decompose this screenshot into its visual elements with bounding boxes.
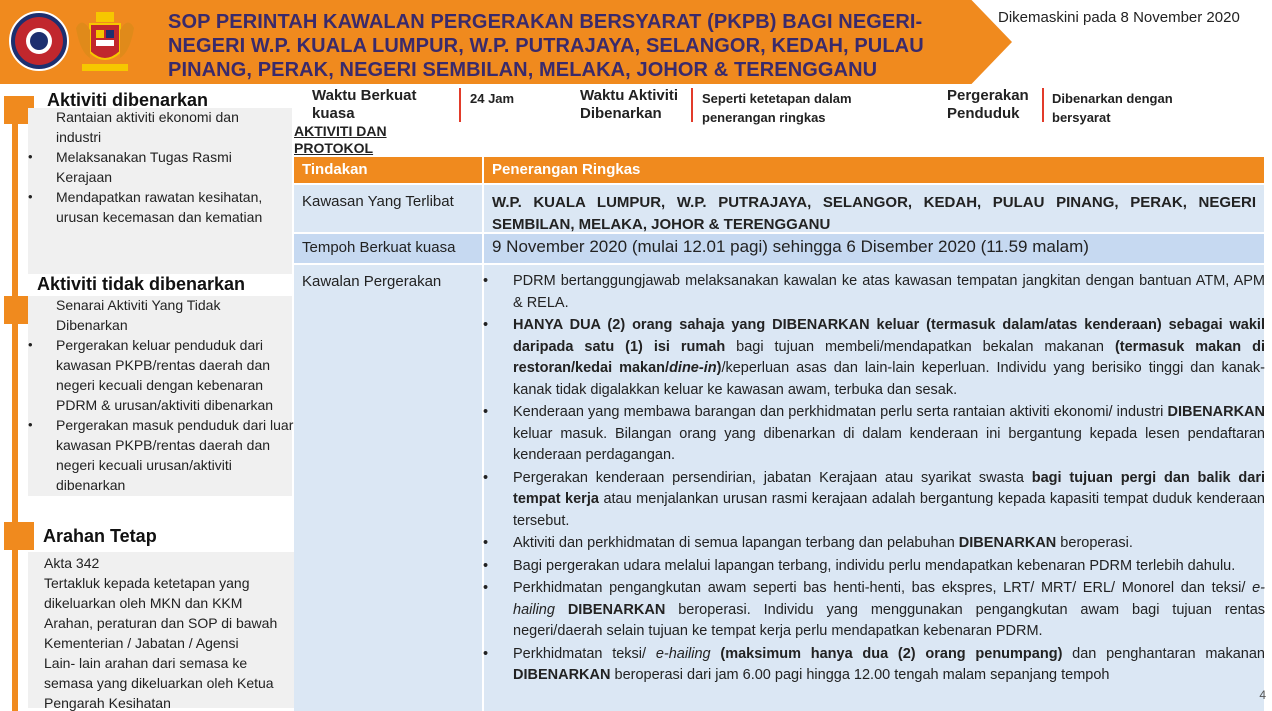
standing-title: Arahan Tetap bbox=[43, 526, 157, 546]
info-waktu-berkuat bbox=[312, 87, 452, 123]
section-marker bbox=[4, 522, 34, 550]
nsc-logo bbox=[8, 6, 70, 76]
list-item: Tertakluk kepada ketetapan yang dikeluarkan oleh MKN dan KKM bbox=[44, 575, 250, 611]
not-allowed-title: Aktiviti tidak dibenarkan bbox=[37, 274, 246, 294]
info-value: Dibenarkan dengan bersyarat bbox=[1052, 91, 1173, 125]
list-item: • Melaksanakan Tugas Rasmi Kerajaan bbox=[56, 147, 286, 187]
table-header-tindakan: Tindakan bbox=[294, 157, 482, 183]
list-item: • Kenderaan yang membawa barangan dan perkhidmatan perlu serta rantaian aktiviti ekonomi/ industri DIBENARKAN keluar masuk. Bilangan orang yang dibenarkan di dalam kenderaan ini bergantung kepada lesen pendaftaran kenderaan perdagangan. bbox=[513, 402, 1265, 467]
updated-date: Dikemaskini pada 8 November 2020 bbox=[998, 9, 1240, 26]
list-item: Rantaian aktiviti ekonomi dan industri bbox=[56, 109, 239, 145]
list-item: • Pergerakan masuk penduduk dari luar kawasan PKPB/rentas daerah dan negeri kecuali urusan/aktiviti dibenarkan bbox=[56, 415, 294, 495]
divider bbox=[691, 88, 693, 122]
list-item: Senarai Aktiviti Yang Tidak Dibenarkan bbox=[56, 297, 221, 333]
row-label: Kawalan Pergerakan bbox=[302, 273, 442, 290]
list-item: • HANYA DUA (2) orang sahaja yang DIBENARKAN keluar (termasuk dalam/atas kenderaan) sebagai wakil daripada satu (1) isi rumah bagi tujuan membeli/mendapatkan bekalan makanan (termasuk makan di restoran/kedai makan/dine-in)/keperluan asas dan lain-lain keperluan. Individu yang berisiko tinggi dan kanak-kanak tidak digalakkan keluar ke kawasan awam, terbuka dan sesak. bbox=[513, 315, 1265, 401]
list-item: Lain- lain arahan dari semasa ke semasa yang dikeluarkan oleh Ketua Pengarah Kesihatan bbox=[44, 655, 274, 711]
list-item: • Perkhidmatan pengangkutan awam seperti bas henti-henti, bas ekspres, LRT/ MRT/ ERL/ Monorel dan teksi/ e-hailing DIBENARKAN beroperasi. Individu yang menggunakan pengangkutan awam bagi tujuan rentas negeri/daerah selain tujuan ke tempat kerja perlu mendapatkan kebenaran PDRM. bbox=[513, 578, 1265, 643]
movement-control-list bbox=[513, 271, 1265, 688]
timeline-line bbox=[12, 100, 18, 711]
info-label: Waktu Berkuat kuasa bbox=[312, 87, 417, 122]
allowed-title: Aktiviti dibenarkan bbox=[47, 90, 209, 110]
row-label: Kawasan Yang Terlibat bbox=[302, 193, 454, 210]
table-header-penerangan: Penerangan Ringkas bbox=[484, 157, 1264, 183]
table-cell bbox=[484, 185, 1264, 232]
list-item: • PDRM bertanggungjawab melaksanakan kawalan ke atas kawasan tempatan jangkitan dengan bantuan ATM, APM & RELA. bbox=[513, 271, 1265, 314]
not-allowed-list bbox=[56, 295, 294, 495]
row-value: W.P. KUALA LUMPUR, W.P. PUTRAJAYA, SELANGOR, KEDAH, PULAU PINANG, PERAK, NEGERI SEMBILAN, MELAKA, JOHOR & TERENGGANU bbox=[492, 194, 1256, 233]
allowed-list bbox=[56, 107, 286, 227]
page-title: SOP PERINTAH KAWALAN PERGERAKAN BERSYARAT (PKPB) BAGI NEGERI-NEGERI W.P. KUALA LUMPUR, W.P. PUTRAJAYA, SELANGOR, KEDAH, PULAU PINANG, PERAK, NEGERI SEMBILAN, MELAKA, JOHOR & TERENGGANU bbox=[168, 11, 924, 81]
info-pergerakan bbox=[947, 87, 1039, 123]
list-item: • Bagi pergerakan udara melalui lapangan terbang, individu perlu mendapatkan kebenaran PDRM terlebih dahulu. bbox=[513, 556, 1265, 578]
list-item: Arahan, peraturan dan SOP di bawah Kementerian / Jabatan / Agensi bbox=[44, 615, 278, 651]
info-value: 24 Jam bbox=[470, 91, 515, 106]
info-value: Seperti ketetapan dalam penerangan ringkas bbox=[702, 91, 852, 125]
table-cell bbox=[294, 265, 482, 711]
section-subheading: AKTIVITI DAN PROTOKOL bbox=[294, 123, 387, 156]
list-item: Akta 342 bbox=[44, 555, 100, 571]
row-value: 9 November 2020 (mulai 12.01 pagi) sehingga 6 Disember 2020 (11.59 malam) bbox=[492, 237, 1089, 256]
table-cell bbox=[294, 234, 482, 263]
page-number: 4 bbox=[1259, 688, 1266, 702]
divider bbox=[1042, 88, 1044, 122]
list-item: • Perkhidmatan teksi/ e-hailing (maksimum hanya dua (2) orang penumpang) dan penghantaran makanan DIBENARKAN beroperasi dari jam 6.00 pagi hingga 12.00 tengah malam sepanjang tempoh bbox=[513, 644, 1265, 687]
malaysia-coat-of-arms-logo bbox=[74, 6, 136, 76]
list-item: • Pergerakan keluar penduduk dari kawasan PKPB/rentas daerah dan negeri kecuali dengan kebenaran PDRM & urusan/aktiviti dibenarkan bbox=[56, 335, 294, 415]
table-cell bbox=[294, 185, 482, 232]
list-item: • Pergerakan kenderaan persendirian, jabatan Kerajaan atau syarikat swasta bagi tujuan pergi dan balik dari tempat kerja atau menjalankan urusan rasmi kerajaan adalah bergantung kepada kapasiti tempat duduk kenderaan tersebut. bbox=[513, 468, 1265, 533]
row-label: Tempoh Berkuat kuasa bbox=[302, 239, 456, 256]
info-waktu-aktiviti bbox=[580, 87, 690, 123]
list-item: • Mendapatkan rawatan kesihatan, urusan kecemasan dan kematian bbox=[56, 187, 286, 227]
list-item: • Aktiviti dan perkhidmatan di semua lapangan terbang dan pelabuhan DIBENARKAN beroperasi. bbox=[513, 533, 1265, 555]
divider bbox=[459, 88, 461, 122]
info-label: Waktu Aktiviti Dibenarkan bbox=[580, 87, 679, 122]
standing-list bbox=[44, 553, 300, 711]
info-label: Pergerakan Penduduk bbox=[947, 87, 1029, 122]
table-cell bbox=[484, 234, 1264, 263]
